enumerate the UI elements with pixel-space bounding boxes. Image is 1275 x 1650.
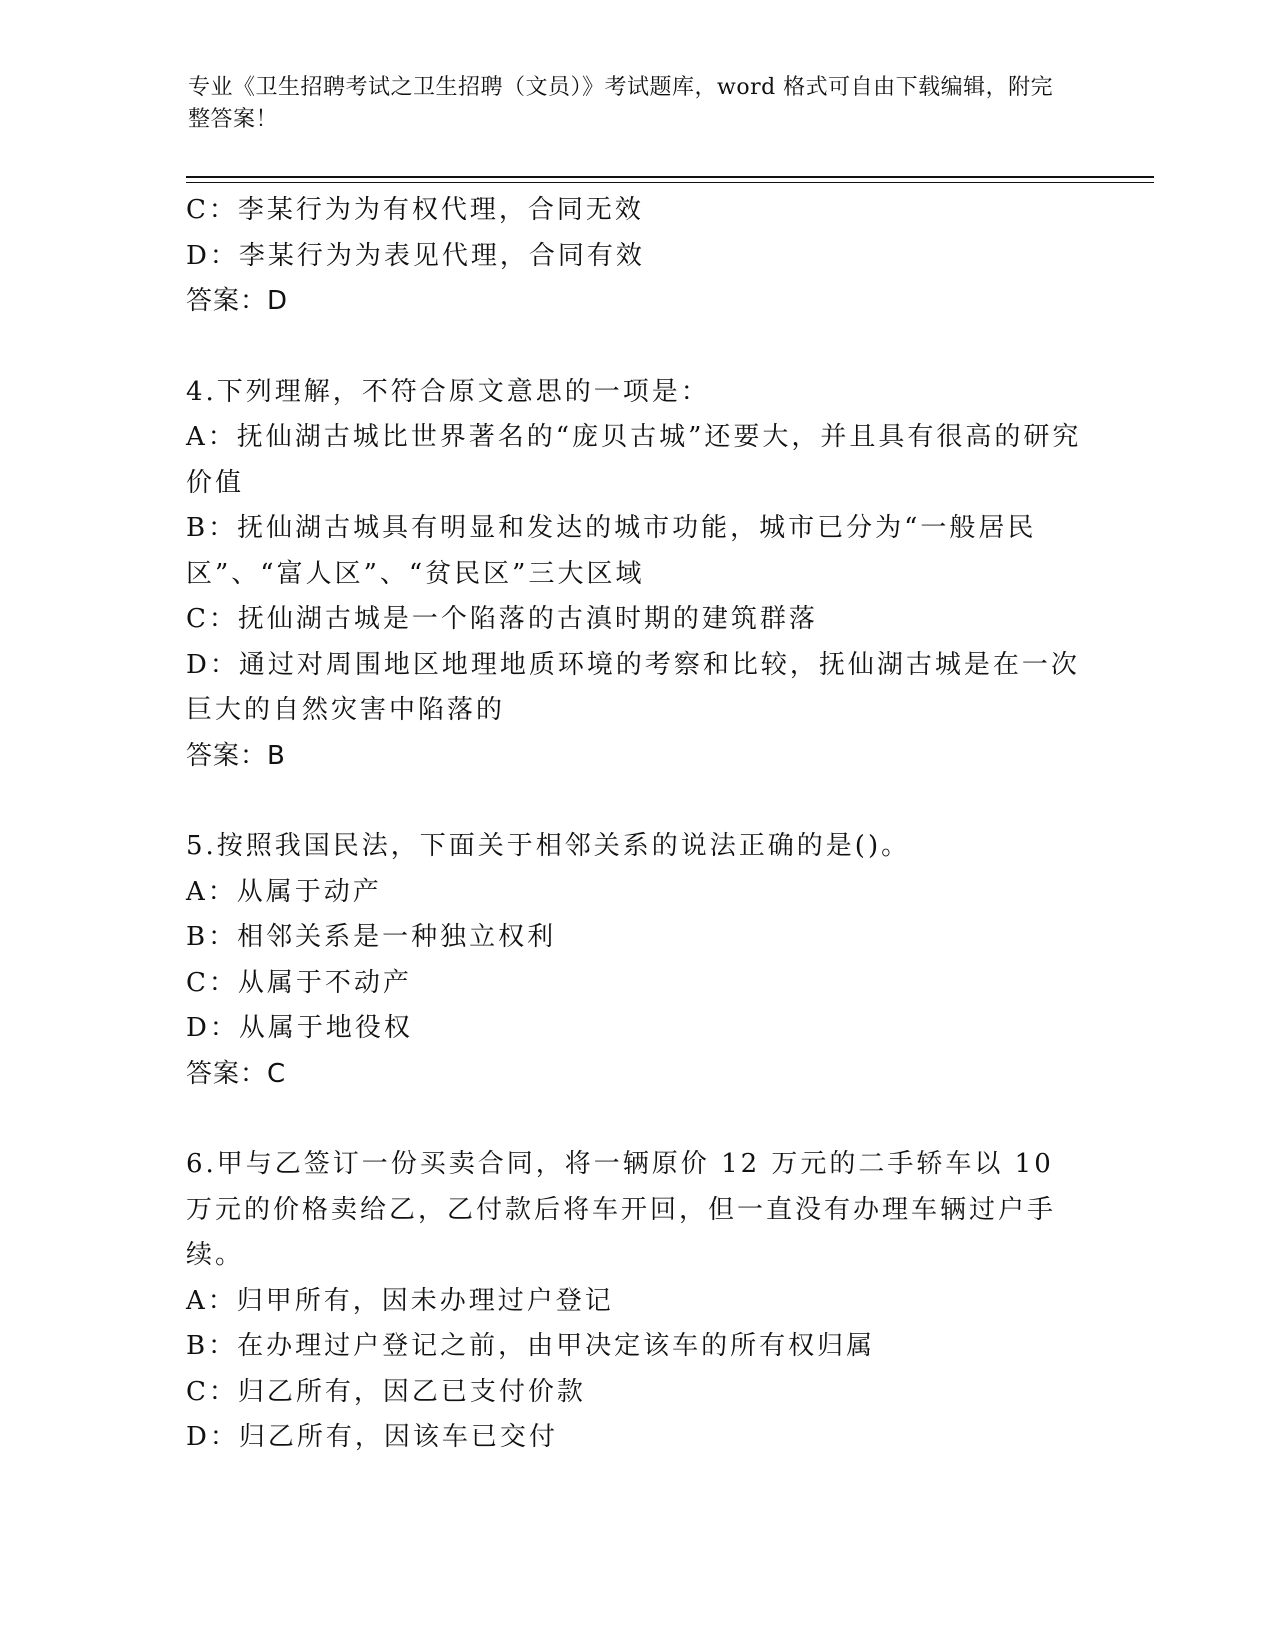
option-b: B：相邻关系是一种独立权利 xyxy=(186,922,557,952)
option-b: B：抚仙湖古城具有明显和发达的城市功能，城市已分为“一般居民区”、“富人区”、“贫民区”三大区域 xyxy=(186,513,1037,589)
spacer xyxy=(186,779,1086,824)
option-d: D：通过对周围地区地理地质环境的考察和比较，抚仙湖古城是在一次巨大的自然灾害中陷落的 xyxy=(186,649,1080,725)
header-rule-thin xyxy=(186,182,1154,183)
option-c: C：抚仙湖古城是一个陷落的古滇时期的建筑群落 xyxy=(186,604,818,634)
option-a: A：抚仙湖古城比世界著名的“庞贝古城”还要大，并且具有很高的研究价值 xyxy=(186,422,1082,498)
document-body xyxy=(186,188,1086,1461)
question-stem: 5.按照我国民法，下面关于相邻关系的说法正确的是()。 xyxy=(186,831,911,861)
question-stem: 6.甲与乙签订一份买卖合同，将一辆原价 12 万元的二手轿车以 10 万元的价格卖给乙，乙付款后将车开回，但一直没有办理车辆过户手续。 xyxy=(186,1149,1057,1270)
prev-question xyxy=(186,188,1086,325)
option-c: C：李某行为为有权代理，合同无效 xyxy=(186,195,644,225)
question-6 xyxy=(186,1142,1086,1461)
option-a: A：从属于动产 xyxy=(186,876,382,907)
answer-line: 答案：D xyxy=(186,286,289,316)
answer-line: 答案：C xyxy=(186,1058,287,1089)
spacer xyxy=(186,325,1086,370)
question-5 xyxy=(186,824,1086,1097)
option-c: C：归乙所有，因乙已支付价款 xyxy=(186,1376,586,1407)
option-c: C：从属于不动产 xyxy=(186,967,412,998)
option-b: B：在办理过户登记之前，由甲决定该车的所有权归属 xyxy=(186,1331,876,1361)
question-4 xyxy=(186,370,1086,780)
option-d: D：从属于地役权 xyxy=(186,1013,413,1043)
option-d: D：归乙所有，因该车已交付 xyxy=(186,1422,558,1452)
answer-line: 答案：B xyxy=(186,740,286,771)
option-d: D：李某行为为表见代理，合同有效 xyxy=(186,240,645,271)
header-rule-thick xyxy=(186,176,1154,178)
option-a: A：归甲所有，因未办理过户登记 xyxy=(186,1285,614,1316)
document-header: 专业《卫生招聘考试之卫生招聘（文员）》考试题库，word 格式可自由下载编辑，附完整答案！ xyxy=(188,75,1054,132)
question-stem: 4.下列理解，不符合原文意思的一项是： xyxy=(186,376,710,407)
spacer xyxy=(186,1097,1086,1142)
